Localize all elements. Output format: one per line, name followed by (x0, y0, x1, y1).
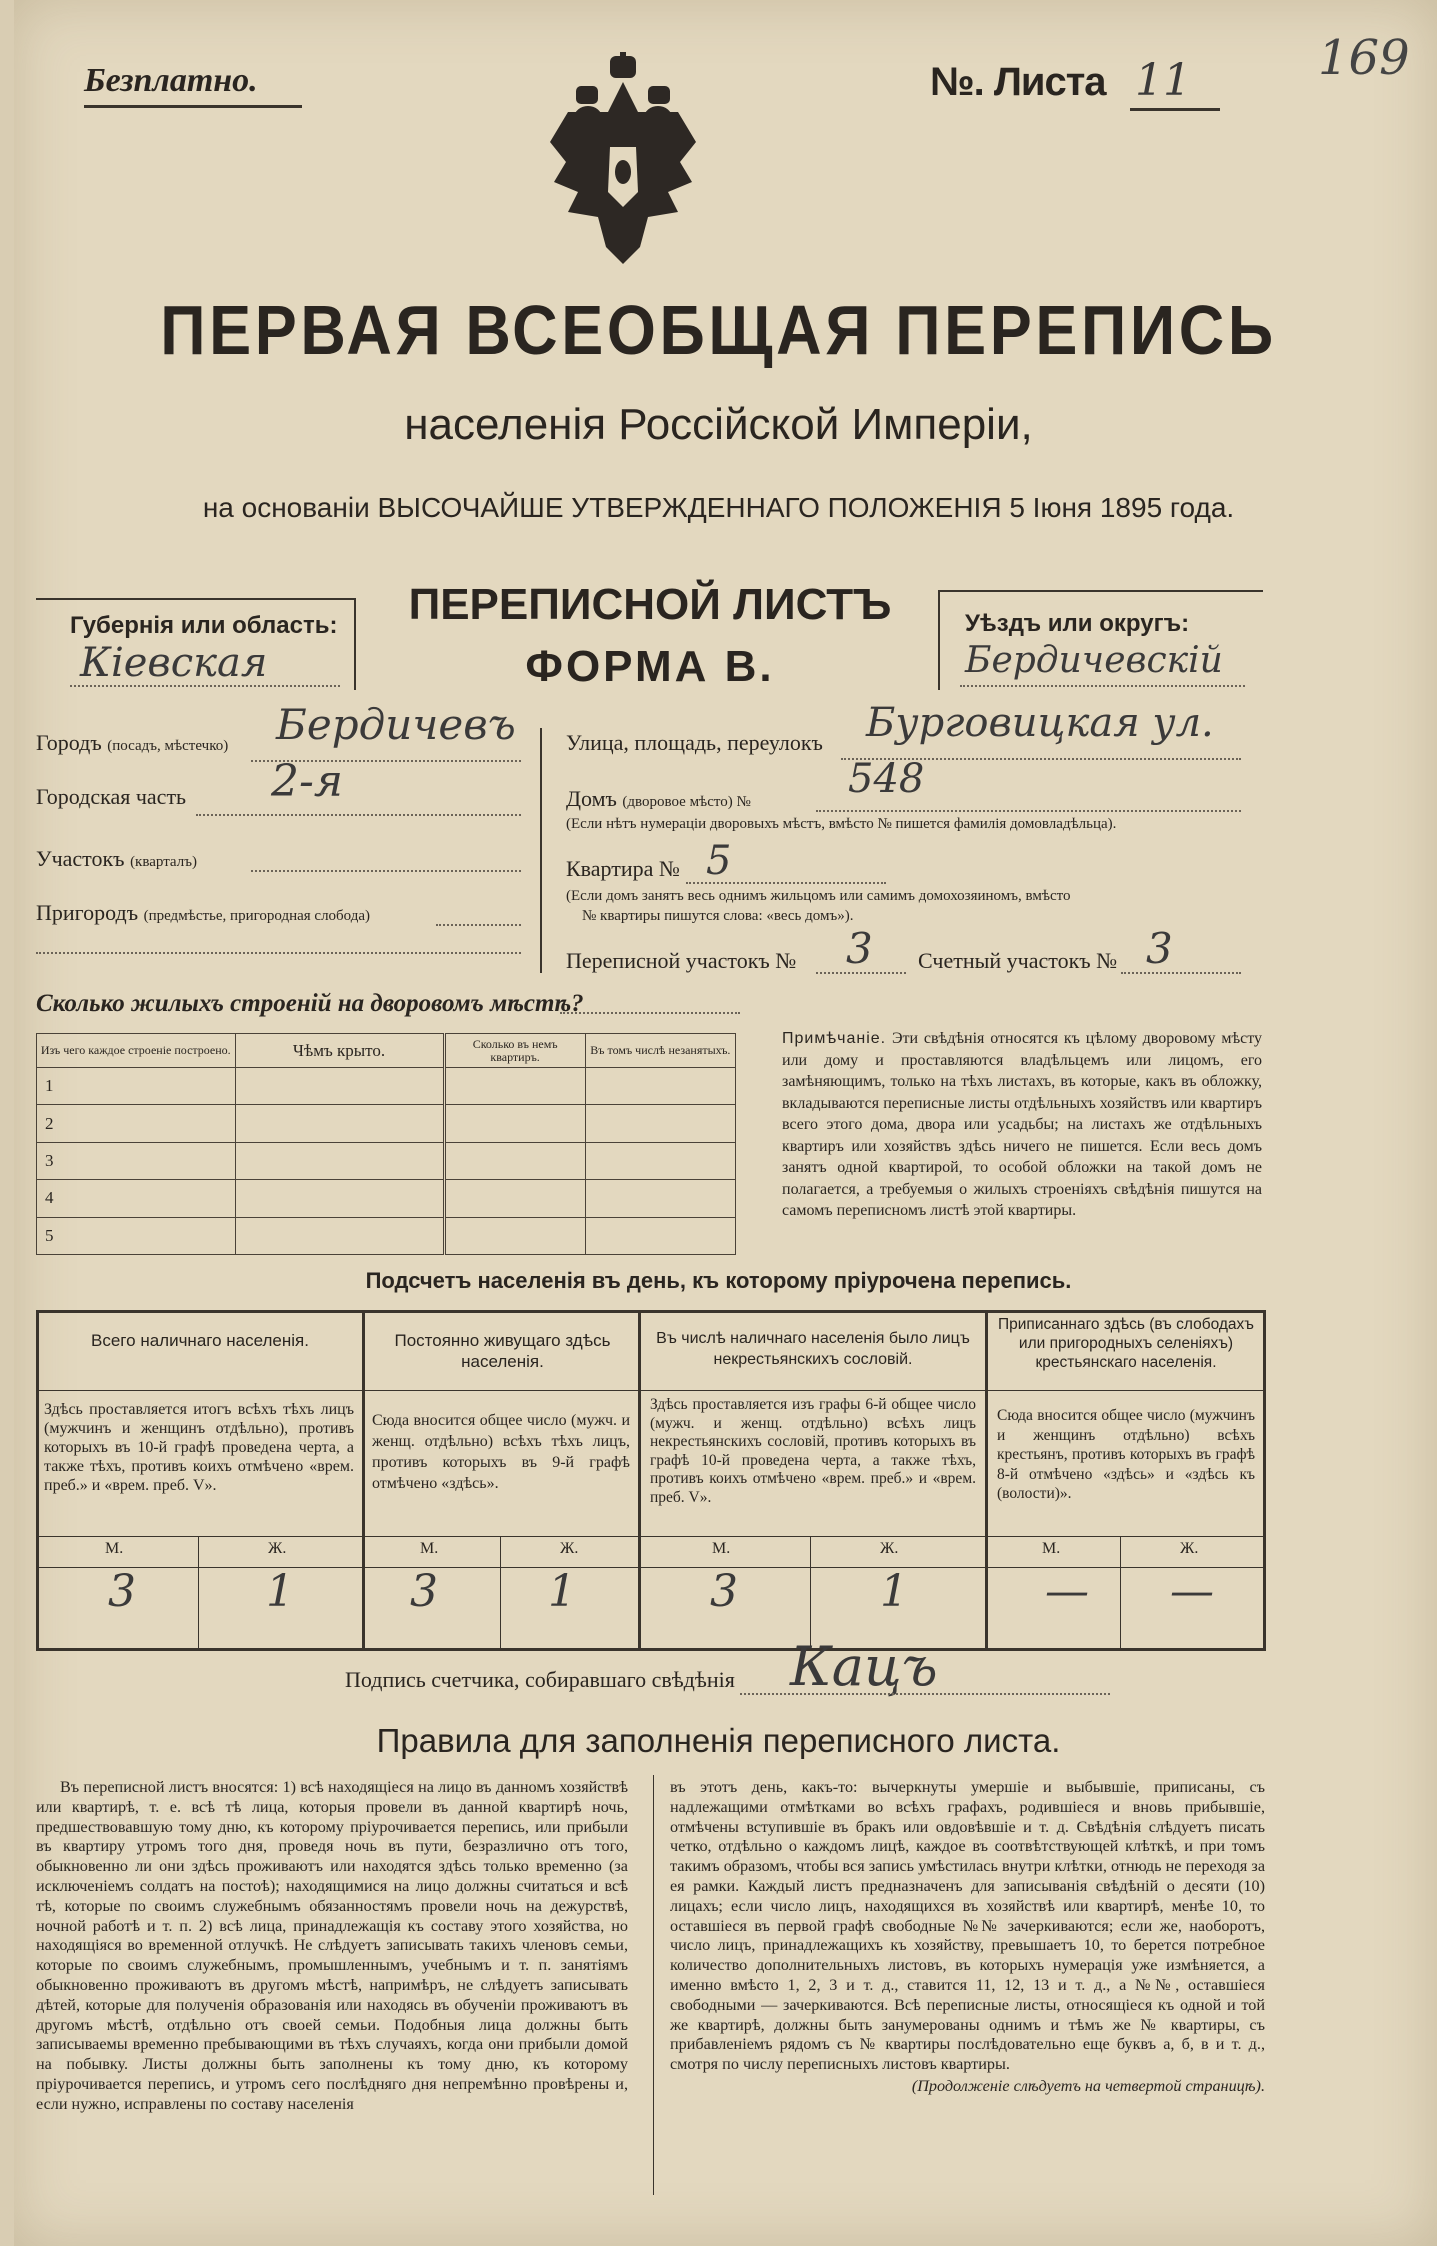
gorod-note: (посадъ, мѣстечко) (107, 738, 229, 754)
perepisnoy-line (816, 972, 906, 974)
chast-label: Городская часть (36, 784, 187, 809)
count-desc-total: Здѣсь проставляется итогъ всѣхъ тѣхъ лицъ (мужчинъ и женщинъ отдѣльно), противъ которыхъ въ 10-й графѣ проведена черта, а также тѣхъ, противъ коихъ отмѣчено «врем. преб.» и «врем. преб. V». (44, 1401, 354, 1494)
kv-hint-1: (Если домъ занятъ весь однимъ жильцомъ или самимъ домохозяиномъ, вмѣсто (566, 888, 1071, 904)
prigorod-label: Пригородъ (36, 900, 139, 925)
count-f-total: 1 (266, 1566, 294, 1617)
buildings-header-vacant: Въ томъ числѣ незанятыхъ. (585, 1034, 735, 1068)
schetny-label: Счетный участокъ № (918, 948, 1118, 973)
kv-value: 5 (706, 838, 732, 884)
dom-hint: (Если нѣтъ нумераціи дворовыхъ мѣстъ, вмѣсто № пишется фамилія домовладѣльца). (566, 816, 1117, 832)
count-head-total: Всего наличнаго населенія. (91, 1331, 309, 1350)
m-label-1: М. (105, 1540, 124, 1557)
guberniya-value: Кіевская (80, 640, 268, 686)
count-head-nonpeasant: Въ числѣ наличнаго населенія было лицъ некрестьянскихъ сословій. (656, 1330, 970, 1368)
rules-continued: (Продолженіе слѣдуетъ на четвертой страницѣ). (911, 2076, 1265, 2095)
corner-page-mark: 169 (1318, 30, 1410, 86)
uchastok-line (251, 870, 521, 872)
dom-value: 548 (848, 756, 925, 802)
uezd-line (960, 685, 1245, 687)
count-col-div-1 (362, 1310, 365, 1651)
count-head-line (36, 1390, 1266, 1391)
uezd-value: Бердичевскій (965, 640, 1223, 681)
count-table-bottom (36, 1648, 1266, 1651)
rules-right-column (670, 1778, 1265, 2097)
count-m-permanent: 3 (410, 1566, 438, 1617)
row-number: 2 (37, 1105, 236, 1142)
schetny-line (1121, 972, 1241, 974)
prigorod-line (436, 924, 521, 926)
right-box-left (938, 590, 940, 690)
count-table-right (1263, 1310, 1266, 1651)
prigorod-line-2 (36, 952, 521, 954)
row-number: 4 (37, 1180, 236, 1217)
rules-right-text: въ этотъ день, какъ-то: вычеркнуты умершіе и выбывшіе, приписаны, съ надлежащими отмѣтками во всѣхъ графахъ, родившіеся и вновь прибывшіе, отмѣчены вступившіе въ бракъ или овдовѣвшіе и т. д. Свѣдѣнія слѣдуетъ писать четко, отдѣльно о каждомъ лицѣ, каждое въ соотвѣтствующей клѣткѣ, и при томъ такимъ образомъ, чтобы вся запись умѣстилась внутри клѣтки, отнюдь не переходя за ея рамки. Каждый листъ предназначенъ для записыванія свѣдѣній о десяти (10) лицахъ; если число лицъ, находящихся въ хозяйствѣ или квартирѣ, менѣе 10, то оставшіеся въ первой графѣ свободные №№ зачеркиваются; если же, наоборотъ, число лицъ, принадлежащихъ къ хозяйству, превышаетъ 10, то берется потребное количество дополнительныхъ листовъ, въ которыхъ нумерація уже измѣняется, а именно вмѣсто 1, 2, 3 и т. д., ставится 11, 12, 13 и т. д., а №№, оставшіеся свободными — зачеркиваются. Всѣ переписные листы, относящіеся къ одной и той же квартирѣ, должны быть занумерованы однимъ и тѣмъ же № квартиры, съ прибавленіемъ рядомъ съ № квартиры послѣдовательно еще буквъ а, б, в и т. д., смотря по числу переписныхъ листовъ квартиры. (670, 1778, 1265, 2074)
count-f-permanent: 1 (548, 1566, 576, 1617)
count-sub-3 (810, 1536, 811, 1649)
chast-line (196, 814, 521, 816)
buildings-question-line (560, 1012, 740, 1014)
signature-line (740, 1693, 1110, 1695)
count-table-top (36, 1310, 1266, 1313)
count-desc-permanent: Сюда вносится общее число (мужч. и женщ. отдѣльно) всѣхъ тѣхъ лицъ, противъ которыхъ въ 9-й графѣ отмѣчено «здѣсь». (372, 1412, 630, 1492)
uchastok-label: Участокъ (36, 846, 125, 871)
census-main-title: ПЕРВАЯ ВСЕОБЩАЯ ПЕРЕПИСЬ (160, 291, 1277, 369)
count-f-peasant: — (1170, 1566, 1214, 1617)
buildings-header-apartments: Сколько въ немъ квартиръ. (444, 1034, 585, 1068)
count-col-div-2 (638, 1310, 641, 1651)
table-row (37, 1217, 736, 1254)
schetny-value: 3 (1146, 924, 1173, 973)
count-sub-4 (1120, 1536, 1121, 1649)
f-label-2: Ж. (560, 1540, 579, 1557)
table-row (37, 1068, 736, 1105)
count-col-div-3 (985, 1310, 988, 1651)
f-label-3: Ж. (880, 1540, 899, 1557)
left-box-right (354, 598, 356, 690)
table-row (37, 1142, 736, 1179)
dom-note: (дворовое мѣсто) № (622, 794, 751, 810)
count-m-total: 3 (108, 1566, 136, 1617)
uezd-label: Уѣздъ или округъ: (965, 610, 1190, 637)
m-label-2: М. (420, 1540, 439, 1557)
f-label-4: Ж. (1180, 1540, 1199, 1557)
count-head-permanent: Постоянно живущаго здѣсь населенія. (394, 1331, 611, 1371)
ulitsa-value: Бурговицкая ул. (866, 700, 1214, 746)
gorod-value: Бердичевъ (276, 700, 516, 749)
guberniya-line (70, 685, 340, 687)
form-title: ПЕРЕПИСНОЙ ЛИСТЪ (408, 580, 892, 629)
kv-line (686, 882, 886, 884)
address-divider (540, 728, 542, 973)
m-label-3: М. (712, 1540, 731, 1557)
census-basis: на основаніи ВЫСОЧАЙШЕ УТВЕРЖДЕННАГО ПОЛОЖЕНІЯ 5 Іюня 1895 года. (202, 492, 1235, 523)
buildings-header-roof: Чѣмъ крыто. (235, 1034, 444, 1068)
form-letter: ФОРМА В. (525, 642, 775, 691)
guberniya-label: Губернія или область: (70, 612, 338, 639)
census-subtitle: населенія Россійской Имперіи, (404, 400, 1033, 449)
perepisnoy-label: Переписной участокъ № (566, 948, 797, 973)
m-label-4: М. (1042, 1540, 1061, 1557)
rules-divider (653, 1775, 654, 2195)
free-underline (84, 105, 302, 108)
rules-title: Правила для заполненія переписного листа. (376, 1722, 1061, 1759)
count-mf-line-top (36, 1536, 1266, 1537)
count-f-nonpeasant: 1 (880, 1566, 908, 1617)
enumerator-signature: Кацъ (790, 1635, 938, 1698)
chast-value: 2-я (271, 756, 343, 807)
buildings-header-material: Изъ чего каждое строеніе построено. (37, 1034, 236, 1068)
prigorod-note: (предмѣстье, пригородная слобода) (143, 908, 371, 924)
count-m-peasant: — (1045, 1566, 1089, 1617)
uchastok-note: (кварталъ) (130, 854, 197, 870)
imperial-eagle-emblem (548, 52, 698, 267)
count-desc-peasant: Сюда вносится общее число (мужчинъ и женщинъ отдѣльно) всѣхъ крестьянъ, противъ которыхъ въ графѣ 8-й отмѣчено «здѣсь» и «здѣсь къ (волости)». (997, 1407, 1255, 1502)
gorod-label: Городъ (36, 730, 102, 755)
dom-line (816, 810, 1241, 812)
right-box-top (938, 590, 1263, 592)
sheet-number-underline (1130, 108, 1220, 111)
count-title: Подсчетъ населенія въ день, къ которому пріурочена перепись. (365, 1268, 1072, 1293)
count-desc-nonpeasant: Здѣсь проставляется изъ графы 6-й общее число (мужч. и женщ. отдѣльно) всѣхъ лицъ некрестьянскихъ сословій, противъ которыхъ въ графѣ 10-й проведена черта, а также тѣхъ, противъ коихъ отмѣчено «врем. преб.» и «врем. преб. V». (650, 1396, 976, 1506)
note-title: Примѣчаніе. (782, 1030, 887, 1047)
count-head-peasant: Приписаннаго здѣсь (въ слободахъ или пригородныхъ селеніяхъ) крестьянскаго населенія. (998, 1316, 1254, 1371)
dom-label: Домъ (566, 786, 617, 811)
perepisnoy-value: 3 (846, 924, 873, 973)
buildings-table (36, 1033, 736, 1255)
sheet-number-value: 11 (1135, 55, 1191, 106)
count-sub-1 (198, 1536, 199, 1649)
rules-left-column: Въ переписной листъ вносятся: 1) всѣ находящіеся на лицо въ данномъ хозяйствѣ или квартирѣ, т. е. всѣ тѣ лица, которыя провели въ данной квартирѣ ночь, предшествовавшую тому дню, къ которому пріурочивается перепись, или прибыли въ квартиру утромъ того дня, проведя ночь въ пути, безразлично отъ того, обыкновенно ли они здѣсь проживаютъ или находятся здѣсь только временно (за исключеніемъ солдатъ на постоѣ); находящимися на лицо должны считаться и всѣ тѣ, которые по своимъ служебнымъ обязанностямъ провели ночь на дежурствѣ, ночной работѣ и т. п. 2) всѣ лица, принадлежащія къ составу этого хозяйства, но находящіяся во временной отлучкѣ. Не слѣдуетъ записывать такихъ членовъ семьи, которые по своимъ служебнымъ, промышленнымъ, учебнымъ и т. п. занятіямъ обыкновенно проживаютъ въ другомъ мѣстѣ, напримѣръ, не слѣдуетъ записывать дѣтей, которые для полученія образованія или находясь въ обученіи проживаютъ въ другомъ мѣстѣ, отдѣльно отъ своей семьи. Подобныя лица должны быть записываемы временно пребывающими въ тѣхъ случаяхъ, когда они прибыли домой на побывку. Листы должны быть заполнены къ тому дню, къ которому пріурочивается перепись, и утромъ сего послѣдняго дня непремѣнно провѣрены и, если нужно, исправлены по составу населенія (36, 1778, 628, 2113)
signature-label: Подпись счетчика, собиравшаго свѣдѣнія (345, 1667, 735, 1692)
free-label: Безплатно. (84, 62, 258, 99)
count-table-left (36, 1310, 39, 1651)
left-box-top (36, 598, 354, 600)
buildings-question: Сколько жилыхъ строеній на дворовомъ мѣстѣ? (36, 990, 584, 1017)
ulitsa-label: Улица, площадь, переулокъ (566, 730, 823, 755)
row-number: 5 (37, 1217, 236, 1254)
f-label-1: Ж. (268, 1540, 287, 1557)
table-row (37, 1105, 736, 1142)
count-sub-2 (500, 1536, 501, 1649)
sheet-number-label: №. Листа (930, 60, 1106, 104)
buildings-note (782, 1028, 1262, 1222)
count-m-nonpeasant: 3 (710, 1566, 738, 1617)
table-row (37, 1180, 736, 1217)
note-text: Эти свѣдѣнія относятся къ цѣлому дворовому мѣсту или дому и проставляются владѣльцемъ или лицомъ, его замѣняющимъ, только на тѣхъ листахъ, въ которые, какъ въ обложку, вкладываются переписные листы отдѣльныхъ хозяйствъ или квартиръ всего этого дома, двора или усадьбы; на листахъ же отдѣльныхъ квартиръ или хозяйствъ здѣсь ничего не пишется. Если весь домъ занятъ одной квартирой, то особой обложки на такой домъ не полагается, а требуемыя о жилыхъ строеніяхъ свѣдѣнія пишутся на самомъ переписномъ листѣ этой квартиры. (782, 1030, 1263, 1219)
row-number: 1 (37, 1068, 236, 1105)
kv-label: Квартира № (566, 856, 680, 881)
row-number: 3 (37, 1142, 236, 1179)
kv-hint-2: № квартиры пишутся слова: «весь домъ»). (582, 908, 854, 924)
